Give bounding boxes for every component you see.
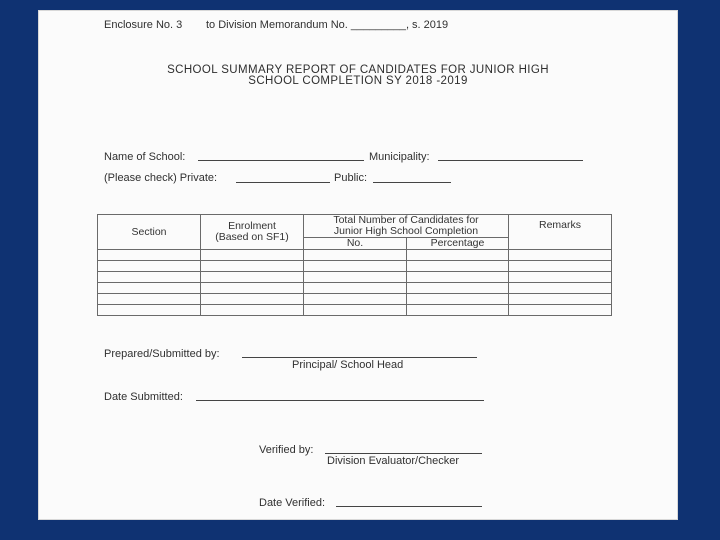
evaluator-caption: Division Evaluator/Checker: [327, 455, 460, 467]
table-cell[interactable]: [304, 305, 407, 316]
document-page: [38, 10, 678, 520]
table-cell[interactable]: [304, 261, 407, 272]
table-cell[interactable]: [509, 283, 612, 294]
verified-by-label: Verified by:: [259, 444, 314, 456]
table-cell[interactable]: [98, 261, 201, 272]
candidates-summary-table: [97, 214, 612, 316]
percentage-header: Percentage: [407, 238, 509, 250]
private-blank[interactable]: [236, 182, 330, 183]
prepared-submitted-label: Prepared/Submitted by:: [104, 348, 220, 360]
table-cell[interactable]: [407, 272, 509, 283]
table-cell[interactable]: [304, 272, 407, 283]
date-verified-line[interactable]: [336, 506, 482, 507]
table-row: [98, 272, 612, 283]
table-cell[interactable]: [201, 250, 304, 261]
table-cell[interactable]: [509, 294, 612, 305]
table-cell[interactable]: [407, 283, 509, 294]
school-name-label: Name of School:: [104, 151, 186, 163]
table-cell[interactable]: [509, 272, 612, 283]
table-cell[interactable]: [509, 250, 612, 261]
remarks-header: Remarks: [509, 215, 612, 250]
table-cell[interactable]: [304, 283, 407, 294]
table-cell[interactable]: [407, 294, 509, 305]
table-cell[interactable]: [201, 305, 304, 316]
table-cell[interactable]: [509, 305, 612, 316]
table-cell[interactable]: [407, 261, 509, 272]
enrolment-header: [201, 215, 304, 250]
report-title-line-1: SCHOOL SUMMARY REPORT OF CANDIDATES FOR JUNIOR HIGH: [167, 64, 549, 76]
section-header: Section: [98, 215, 201, 250]
table-cell[interactable]: [201, 261, 304, 272]
number-header: No.: [304, 238, 407, 250]
enrolment-header-line-1: Enrolment: [228, 220, 276, 232]
table-row: [98, 250, 612, 261]
prepared-signature-line[interactable]: [242, 357, 477, 358]
table-cell[interactable]: [201, 283, 304, 294]
table-cell[interactable]: [304, 294, 407, 305]
table-cell[interactable]: [98, 272, 201, 283]
table-cell[interactable]: [201, 272, 304, 283]
memorandum-reference: to Division Memorandum No. _________, s. 2019: [206, 19, 449, 31]
table-cell[interactable]: [509, 261, 612, 272]
total-candidates-header-line-2: Junior High School Completion: [333, 225, 479, 237]
date-verified-label: Date Verified:: [259, 497, 326, 509]
total-candidates-header: [304, 215, 509, 238]
table-row: [98, 261, 612, 272]
enclosure-number: Enclosure No. 3: [104, 19, 183, 31]
table-cell[interactable]: [98, 305, 201, 316]
table-cell[interactable]: [98, 294, 201, 305]
total-candidates-header-line-1: Total Number of Candidates for: [333, 214, 479, 226]
school-name-blank[interactable]: [198, 160, 364, 161]
table-cell[interactable]: [407, 250, 509, 261]
principal-caption: Principal/ School Head: [292, 359, 404, 371]
public-label: Public:: [334, 172, 368, 184]
date-submitted-line[interactable]: [196, 400, 484, 401]
municipality-label: Municipality:: [369, 151, 430, 163]
report-title-line-2: SCHOOL COMPLETION SY 2018 -2019: [248, 75, 468, 87]
municipality-blank[interactable]: [438, 160, 583, 161]
enrolment-header-line-2: (Based on SF1): [215, 231, 289, 243]
table-row: [98, 294, 612, 305]
table-cell[interactable]: [98, 250, 201, 261]
please-check-private-label: (Please check) Private:: [104, 172, 218, 184]
table-cell[interactable]: [407, 305, 509, 316]
table-cell[interactable]: [304, 250, 407, 261]
public-blank[interactable]: [373, 182, 451, 183]
table-cell[interactable]: [98, 283, 201, 294]
table-cell[interactable]: [201, 294, 304, 305]
date-submitted-label: Date Submitted:: [104, 391, 183, 403]
table-row: [98, 283, 612, 294]
verified-signature-line[interactable]: [325, 453, 482, 454]
table-row: [98, 305, 612, 316]
